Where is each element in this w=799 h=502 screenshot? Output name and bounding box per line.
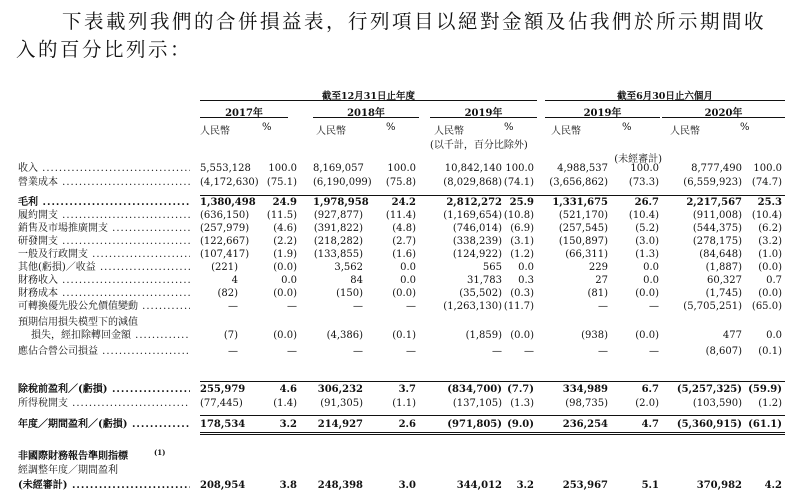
percent-cell: (59.9) [748, 384, 782, 395]
percent-cell: (2.0) [635, 398, 659, 409]
row-label: 所得稅開支 ..... [18, 397, 190, 411]
percent-cell: (0.0) [635, 330, 659, 341]
table-row [0, 316, 799, 330]
table-row [0, 235, 799, 249]
amount-cell: 4 [231, 275, 238, 286]
table-row [0, 397, 799, 411]
amount-cell: (4,172,630) [200, 177, 259, 188]
amount-cell: (218,282) [313, 236, 363, 247]
amount-cell: 4,988,537 [557, 163, 608, 174]
percent-cell: (0.0) [510, 330, 534, 341]
intro-paragraph: 下表載列我們的合併損益表，行列項目以絕對金額及佔我們於所示期間收入的百分比列示： [16, 10, 767, 61]
amount-cell: (1,745) [705, 288, 742, 299]
percent-cell: — [649, 301, 659, 312]
amount-cell: 1,380,498 [200, 197, 256, 208]
amount-cell: (338,239) [452, 236, 502, 247]
rule-col-2019-h1 [545, 117, 660, 118]
amount-cell: 370,982 [696, 480, 742, 491]
amount-cell: (6,559,923) [683, 177, 742, 188]
table-row [0, 329, 799, 343]
amount-cell: (927,877) [313, 210, 363, 221]
amount-cell: 248,398 [317, 480, 363, 491]
amount-cell: (391,822) [313, 223, 363, 234]
amount-cell: (124,922) [452, 249, 502, 260]
row-label: 營業成本 ..... [18, 176, 190, 190]
amount-cell: — [353, 346, 363, 357]
amount-cell: 10,842,140 [444, 163, 502, 174]
rule-col-2017 [200, 117, 288, 118]
percent-cell: (3.0) [635, 236, 659, 247]
amount-cell: 8,169,057 [313, 163, 364, 174]
rule-col-2020-h1 [662, 117, 785, 118]
percent-cell: 26.7 [634, 197, 659, 208]
percent-cell: (65.0) [751, 301, 782, 312]
row-label: 財務成本 ..... [18, 287, 190, 301]
amount-cell: 306,232 [317, 384, 363, 395]
amount-cell: 3,562 [334, 262, 363, 273]
amount-cell: (257,979) [200, 223, 250, 234]
row-label: 可轉換優先股公允價值變動 ..... [18, 300, 190, 314]
amount-cell: — [228, 346, 238, 357]
pct-header-2017: % [262, 122, 272, 133]
percent-cell: (6.2) [758, 223, 782, 234]
row-label: 其他(虧損)／收益 ..... [18, 261, 190, 275]
percent-cell: (0.0) [758, 288, 782, 299]
amount-cell: — [598, 346, 608, 357]
percent-cell: 0.0 [281, 275, 297, 286]
row-label: 財務收入 ..... [18, 274, 190, 288]
percent-cell: (1.2) [758, 398, 782, 409]
rule-total-1 [200, 432, 785, 433]
amount-cell: (35,502) [459, 288, 502, 299]
year-header-2019: 2019年 [464, 108, 503, 119]
amount-cell: — [228, 301, 238, 312]
currency-header-2018: 人民幣 [316, 126, 346, 137]
amount-cell: (7) [223, 330, 238, 341]
amount-cell: (636,150) [200, 210, 250, 221]
percent-cell: 4.6 [279, 384, 297, 395]
table-row [0, 418, 799, 432]
row-label: 履約開支 ..... [18, 209, 190, 223]
percent-cell: (11.7) [503, 301, 534, 312]
currency-header-2017: 人民幣 [200, 126, 230, 137]
percent-cell: (0.0) [758, 262, 782, 273]
percent-cell: (75.1) [266, 177, 297, 188]
amount-cell: (521,170) [558, 210, 608, 221]
rule-six-months [545, 100, 785, 101]
row-label: 毛利 ..... [18, 196, 190, 210]
percent-cell: (1.0) [758, 249, 782, 260]
year-header-2020-h1: 2020年 [704, 108, 743, 119]
percent-cell: — [287, 301, 297, 312]
rule-col-2018 [313, 117, 419, 118]
amount-cell: (82) [217, 288, 238, 299]
rule-after-tax [200, 415, 785, 416]
amount-cell: 178,534 [200, 419, 246, 430]
rule-year-end [200, 100, 537, 101]
percent-cell: 0.0 [643, 262, 659, 273]
percent-cell: (0.0) [635, 288, 659, 299]
amount-cell: (77,445) [200, 398, 243, 409]
amount-cell: (81) [587, 288, 608, 299]
percent-cell: (0.1) [758, 346, 782, 357]
amount-cell: (5,257,325) [676, 384, 742, 395]
amount-cell: 344,012 [456, 480, 502, 491]
percent-cell: (1.2) [510, 249, 534, 260]
percent-cell: 100.0 [630, 163, 659, 174]
percent-cell: 100.0 [268, 163, 297, 174]
percent-cell: (0.1) [392, 330, 416, 341]
percent-cell: 24.2 [391, 197, 416, 208]
percent-cell: 3.0 [398, 480, 416, 491]
percent-cell: 24.9 [272, 197, 297, 208]
table-row [0, 300, 799, 314]
row-label: 除稅前盈利／(虧損) ..... [18, 383, 190, 397]
rule-after-jv [200, 381, 785, 382]
table-row [0, 248, 799, 262]
percent-cell: (75.8) [385, 177, 416, 188]
percent-cell: 0.0 [766, 330, 782, 341]
percent-cell: — [287, 346, 297, 357]
amount-cell: (5,360,915) [676, 419, 742, 430]
percent-cell: (0.0) [392, 288, 416, 299]
amount-cell: (4,386) [326, 330, 363, 341]
percent-cell: (0.3) [510, 288, 534, 299]
amount-cell: 334,989 [562, 384, 608, 395]
amount-cell: (66,311) [565, 249, 608, 260]
period-header-six-months: 截至6月30日止六個月 [617, 91, 713, 102]
row-label: 銷售及市場推廣開支 ..... [18, 222, 190, 236]
year-header-2017: 2017年 [225, 108, 263, 119]
percent-cell: (74.7) [751, 177, 782, 188]
amount-cell: 27 [595, 275, 608, 286]
amount-cell: 565 [482, 262, 502, 273]
amount-cell: 214,927 [317, 419, 363, 430]
row-label: (未經審計) ..... [18, 479, 190, 493]
percent-cell: (4.8) [392, 223, 416, 234]
table-row [0, 287, 799, 301]
percent-cell: 0.7 [766, 275, 782, 286]
units-note-2019: (以千計，百分比除外) [430, 140, 528, 151]
percent-cell: (0.0) [273, 288, 297, 299]
percent-cell: (3.2) [758, 236, 782, 247]
table-row [0, 261, 799, 275]
amount-cell: (91,305) [320, 398, 363, 409]
footnote-marker: (1) [154, 448, 166, 457]
percent-cell: (6.9) [510, 223, 534, 234]
percent-cell: 4.7 [641, 419, 659, 430]
amount-cell: (103,590) [692, 398, 742, 409]
percent-cell: (10.4) [628, 210, 659, 221]
percent-cell: (74.1) [503, 177, 534, 188]
amount-cell: (137,105) [452, 398, 502, 409]
amount-cell: (98,735) [565, 398, 608, 409]
amount-cell: — [353, 301, 363, 312]
amount-cell: 1,978,958 [313, 197, 369, 208]
pct-header-2020-h1: % [740, 122, 750, 133]
percent-cell: 100.0 [387, 163, 416, 174]
percent-cell: 4.2 [764, 480, 782, 491]
amount-cell: (257,545) [558, 223, 608, 234]
amount-cell: (6,190,099) [313, 177, 372, 188]
percent-cell: — [649, 346, 659, 357]
amount-cell: (8,607) [705, 346, 742, 357]
year-header-2018: 2018年 [347, 108, 385, 119]
amount-cell: 84 [350, 275, 363, 286]
table-row [0, 345, 799, 359]
table-row [0, 450, 799, 464]
row-label: 應佔合營公司損益 ..... [18, 345, 190, 359]
amount-cell: (911,008) [692, 210, 742, 221]
amount-cell: (150) [336, 288, 363, 299]
percent-cell: 3.8 [279, 480, 297, 491]
amount-cell: (1,859) [465, 330, 502, 341]
percent-cell: 2.6 [398, 419, 416, 430]
percent-cell: (0.0) [273, 262, 297, 273]
percent-cell: (11.5) [266, 210, 297, 221]
percent-cell: 100.0 [505, 163, 534, 174]
amount-cell: (122,667) [200, 236, 250, 247]
amount-cell: (3,656,862) [549, 177, 608, 188]
currency-header-2020-h1: 人民幣 [670, 126, 700, 137]
currency-header-2019-h1: 人民幣 [551, 126, 581, 137]
pct-header-2018: % [386, 122, 396, 133]
table-row [0, 479, 799, 493]
percent-cell: (1.3) [635, 249, 659, 260]
percent-cell: (1.9) [273, 249, 297, 260]
percent-cell: (1.1) [392, 398, 416, 409]
currency-header-2019: 人民幣 [434, 126, 464, 137]
percent-cell: — [406, 301, 416, 312]
percent-cell: (10.8) [503, 210, 534, 221]
table-row [0, 274, 799, 288]
percent-cell: 6.7 [641, 384, 659, 395]
row-label: 研發開支 ..... [18, 235, 190, 249]
amount-cell: 255,979 [200, 384, 246, 395]
percent-cell: (2.2) [273, 236, 297, 247]
row-label: 收入 ..... [18, 162, 190, 176]
amount-cell: 477 [722, 330, 742, 341]
rule-total-2 [200, 434, 785, 435]
amount-cell: (746,014) [452, 223, 502, 234]
table-row [0, 162, 799, 176]
percent-cell: (5.2) [635, 223, 659, 234]
table-row [0, 222, 799, 236]
amount-cell: (8,029,868) [443, 177, 502, 188]
amount-cell: — [598, 301, 608, 312]
percent-cell: (73.3) [628, 177, 659, 188]
row-label: 損失，經扣除轉回金額 ..... [31, 329, 190, 343]
amount-cell: (544,375) [692, 223, 742, 234]
percent-cell: 0.0 [400, 262, 416, 273]
percent-cell: (1.6) [392, 249, 416, 260]
percent-cell: 5.1 [641, 480, 659, 491]
amount-cell: 2,217,567 [686, 197, 742, 208]
amount-cell: (938) [581, 330, 608, 341]
percent-cell: (1.4) [273, 398, 297, 409]
percent-cell: (61.1) [748, 419, 782, 430]
row-label: 一般及行政開支 ..... [18, 248, 190, 262]
percent-cell: 3.2 [279, 419, 297, 430]
percent-cell: 0.0 [643, 275, 659, 286]
percent-cell: (3.1) [510, 236, 534, 247]
percent-cell: (0.0) [273, 330, 297, 341]
year-header-2019-h1: 2019年 [583, 108, 622, 119]
row-label: 經調整年度／期間盈利 [18, 465, 118, 476]
amount-cell: (84,648) [699, 249, 742, 260]
percent-cell: — [524, 346, 534, 357]
percent-cell: (7.7) [507, 384, 534, 395]
amount-cell: (1,169,654) [443, 210, 502, 221]
percent-cell: 3.7 [398, 384, 416, 395]
amount-cell: — [492, 346, 502, 357]
row-label: 非國際財務報告準則指標 [18, 451, 128, 462]
percent-cell: 100.0 [753, 163, 782, 174]
amount-cell: (5,705,251) [683, 301, 742, 312]
amount-cell: (1,263,130) [443, 301, 502, 312]
amount-cell: 1,331,675 [552, 197, 608, 208]
percent-cell: 25.3 [757, 197, 782, 208]
table-row [0, 209, 799, 223]
percent-cell: 3.2 [516, 480, 534, 491]
pct-header-2019-h1: % [622, 122, 632, 133]
percent-cell: 0.0 [400, 275, 416, 286]
percent-cell: 0.3 [518, 275, 534, 286]
unaudited-note: (未經審計) [614, 154, 662, 165]
amount-cell: 236,254 [562, 419, 608, 430]
percent-cell: (10.4) [751, 210, 782, 221]
amount-cell: (1,887) [705, 262, 742, 273]
row-label: 年度／期間盈利／(虧損) ..... [18, 418, 190, 432]
table-row [0, 196, 799, 210]
amount-cell: 31,783 [467, 275, 502, 286]
amount-cell: 208,954 [200, 480, 246, 491]
table-row [0, 383, 799, 397]
percent-cell: (1.3) [510, 398, 534, 409]
amount-cell: (150,897) [558, 236, 608, 247]
percent-cell: (4.6) [273, 223, 297, 234]
percent-cell: 0.0 [518, 262, 534, 273]
amount-cell: 2,812,272 [446, 197, 502, 208]
percent-cell: (9.0) [507, 419, 534, 430]
amount-cell: (107,417) [200, 249, 250, 260]
row-label: 預期信用損失模型下的減值 [18, 317, 138, 328]
amount-cell: 8,777,490 [691, 163, 742, 174]
rule-after-cost [200, 195, 785, 196]
percent-cell: 25.9 [509, 197, 534, 208]
amount-cell: (133,855) [313, 249, 363, 260]
amount-cell: (221) [211, 262, 238, 273]
table-row [0, 464, 799, 478]
rule-col-2019 [430, 117, 537, 118]
amount-cell: (971,805) [447, 419, 502, 430]
pct-header-2019: % [504, 122, 514, 133]
amount-cell: 5,553,128 [200, 163, 251, 174]
amount-cell: 60,327 [707, 275, 742, 286]
amount-cell: 253,967 [562, 480, 608, 491]
percent-cell: — [406, 346, 416, 357]
table-row [0, 176, 799, 190]
percent-cell: (2.7) [392, 236, 416, 247]
amount-cell: (278,175) [692, 236, 742, 247]
amount-cell: 229 [588, 262, 608, 273]
percent-cell: (11.4) [385, 210, 416, 221]
period-header-year-end: 截至12月31日止年度 [322, 91, 415, 102]
amount-cell: (834,700) [447, 384, 502, 395]
